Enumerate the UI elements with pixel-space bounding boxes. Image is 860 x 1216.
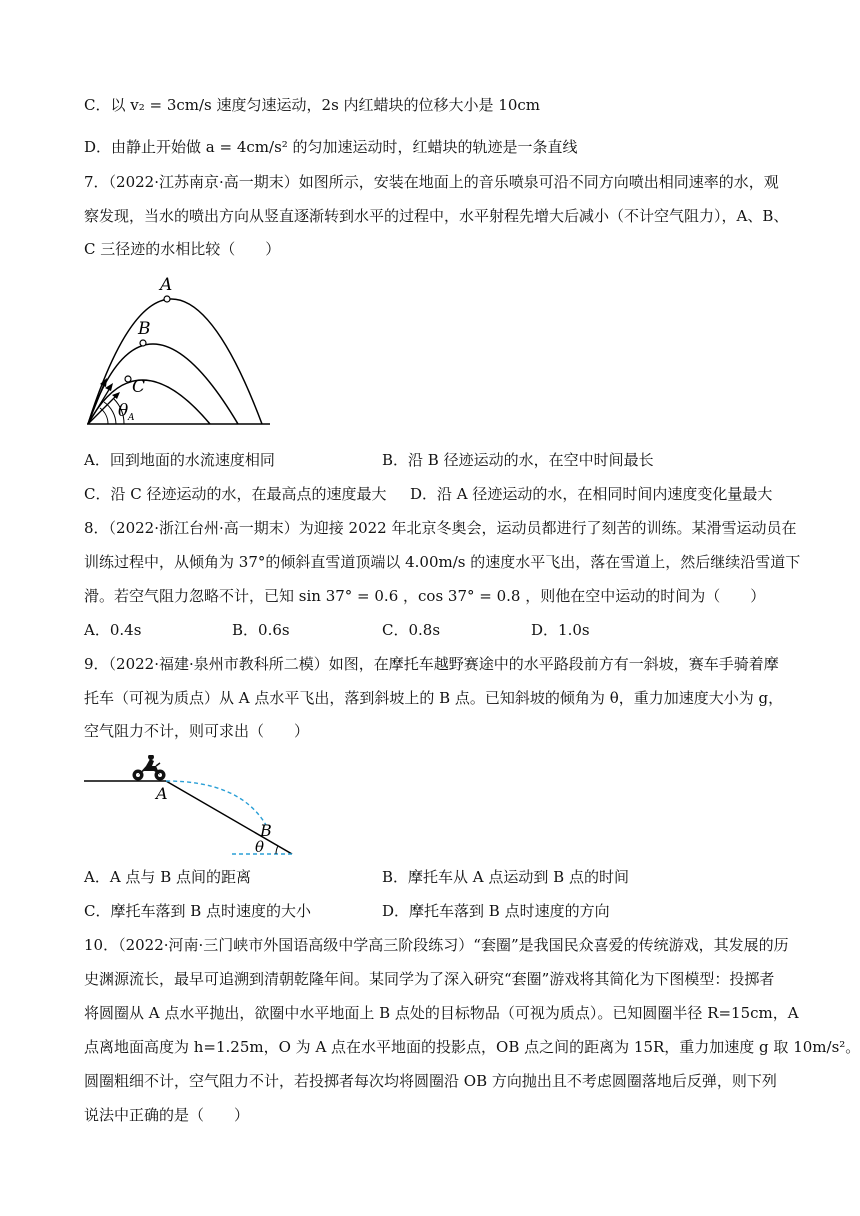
q9-label-b: B — [260, 821, 272, 840]
q8-option-c: C．0.8s — [382, 621, 441, 639]
q9-stem-line2: 托车（可视为质点）从 A 点水平飞出，落到斜坡上的 B 点。已知斜坡的倾角为 θ，重力加速度大小为 g， — [84, 689, 784, 707]
q9-label-theta: θ — [255, 838, 265, 856]
q9-stem-line3: 空气阻力不计，则可求出（ ） — [84, 722, 310, 740]
q10-stem-line3: 将圆圈从 A 点水平抛出，欲圈中水平地面上 B 点处的目标物品（可视为质点）。已知圆圈半径 R=15cm，A — [84, 1004, 799, 1022]
q6-option-d: D．由静止开始做 a = 4cm/s² 的匀加速运动时，红蜡块的轨迹是一条直线 — [84, 138, 578, 156]
q9-stem-line1: 9．（2022·福建·泉州市教科所二模）如图，在摩托车越野赛途中的水平路段前方有一斜坡，赛车手骑着摩 — [84, 655, 779, 673]
q10-stem-line2: 史渊源流长，最早可追溯到清朝乾隆年间。某同学为了深入研究“套圈”游戏将其简化为下图模型：投掷者 — [84, 970, 775, 988]
q10-stem-line1: 10．（2022·河南·三门峡市外国语高级中学高三阶段练习）“套圈”是我国民众喜爱的传统游戏，其发展的历 — [84, 936, 789, 954]
q7-option-d: D．沿 A 径迹运动的水，在相同时间内速度变化量最大 — [410, 485, 773, 503]
q6-option-c: C．以 v₂ = 3cm/s 速度匀速运动，2s 内红蜡块的位移大小是 10cm — [84, 96, 541, 114]
motorcycle-icon — [133, 755, 166, 781]
q7-label-theta-sub: A — [128, 413, 135, 423]
q8-option-b: B．0.6s — [232, 621, 290, 639]
q10-stem-line4: 点离地面高度为 h=1.25m，O 为 A 点在水平地面的投影点，OB 点之间的距离为 15R，重力加速度 g 取 10m/s²。 — [84, 1038, 860, 1056]
q9-option-b: B．摩托车从 A 点运动到 B 点的时间 — [382, 868, 629, 886]
q7-option-c: C．沿 C 径迹运动的水，在最高点的速度最大 — [84, 485, 387, 503]
q10-stem-line5: 圆圈粗细不计，空气阻力不计，若投掷者每次均将圆圈沿 OB 方向抛出且不考虑圆圈落地后反弹，则下列 — [84, 1072, 777, 1090]
q9-option-d: D．摩托车落到 B 点时速度的方向 — [382, 902, 610, 920]
q7-fountain-diagram — [80, 272, 280, 432]
q9-label-a: A — [156, 784, 168, 803]
q7-label-theta: θ — [118, 401, 129, 421]
q8-stem-line3: 滑。若空气阻力忽略不计，已知 sin 37° = 0.6 ，cos 37° = 0.8 ，则他在空中运动的时间为（ ） — [84, 587, 766, 605]
q7-label-c: C — [132, 377, 146, 397]
q9-motorcycle-slope-diagram — [80, 755, 300, 860]
q10-stem-line6: 说法中正确的是（ ） — [84, 1106, 250, 1124]
q7-option-b: B．沿 B 径迹运动的水，在空中时间最长 — [382, 451, 654, 469]
q7-stem-line2: 察发现，当水的喷出方向从竖直逐渐转到水平的过程中，水平射程先增大后减小（不计空气阻力），A、B、 — [84, 207, 789, 225]
q7-label-a: A — [160, 275, 173, 295]
q9-option-a: A．A 点与 B 点间的距离 — [84, 868, 251, 886]
q8-stem-line1: 8．（2022·浙江台州·高一期末）为迎接 2022 年北京冬奥会，运动员都进行了刻苦的训练。某滑雪运动员在 — [84, 519, 797, 537]
q8-option-a: A．0.4s — [84, 621, 142, 639]
q7-option-a: A．回到地面的水流速度相同 — [84, 451, 275, 469]
q7-stem-line3: C 三径迹的水相比较（ ） — [84, 240, 281, 258]
q7-label-b: B — [138, 319, 151, 339]
q9-option-c: C．摩托车落到 B 点时速度的大小 — [84, 902, 312, 920]
q7-stem-line1: 7．（2022·江苏南京·高一期末）如图所示，安装在地面上的音乐喷泉可沿不同方向喷出相同速率的水，观 — [84, 173, 779, 191]
q8-option-d: D．1.0s — [531, 621, 590, 639]
q8-stem-line2: 训练过程中，从倾角为 37°的倾斜直雪道顶端以 4.00m/s 的速度水平飞出，落在雪道上，然后继续沿雪道下 — [84, 553, 801, 571]
